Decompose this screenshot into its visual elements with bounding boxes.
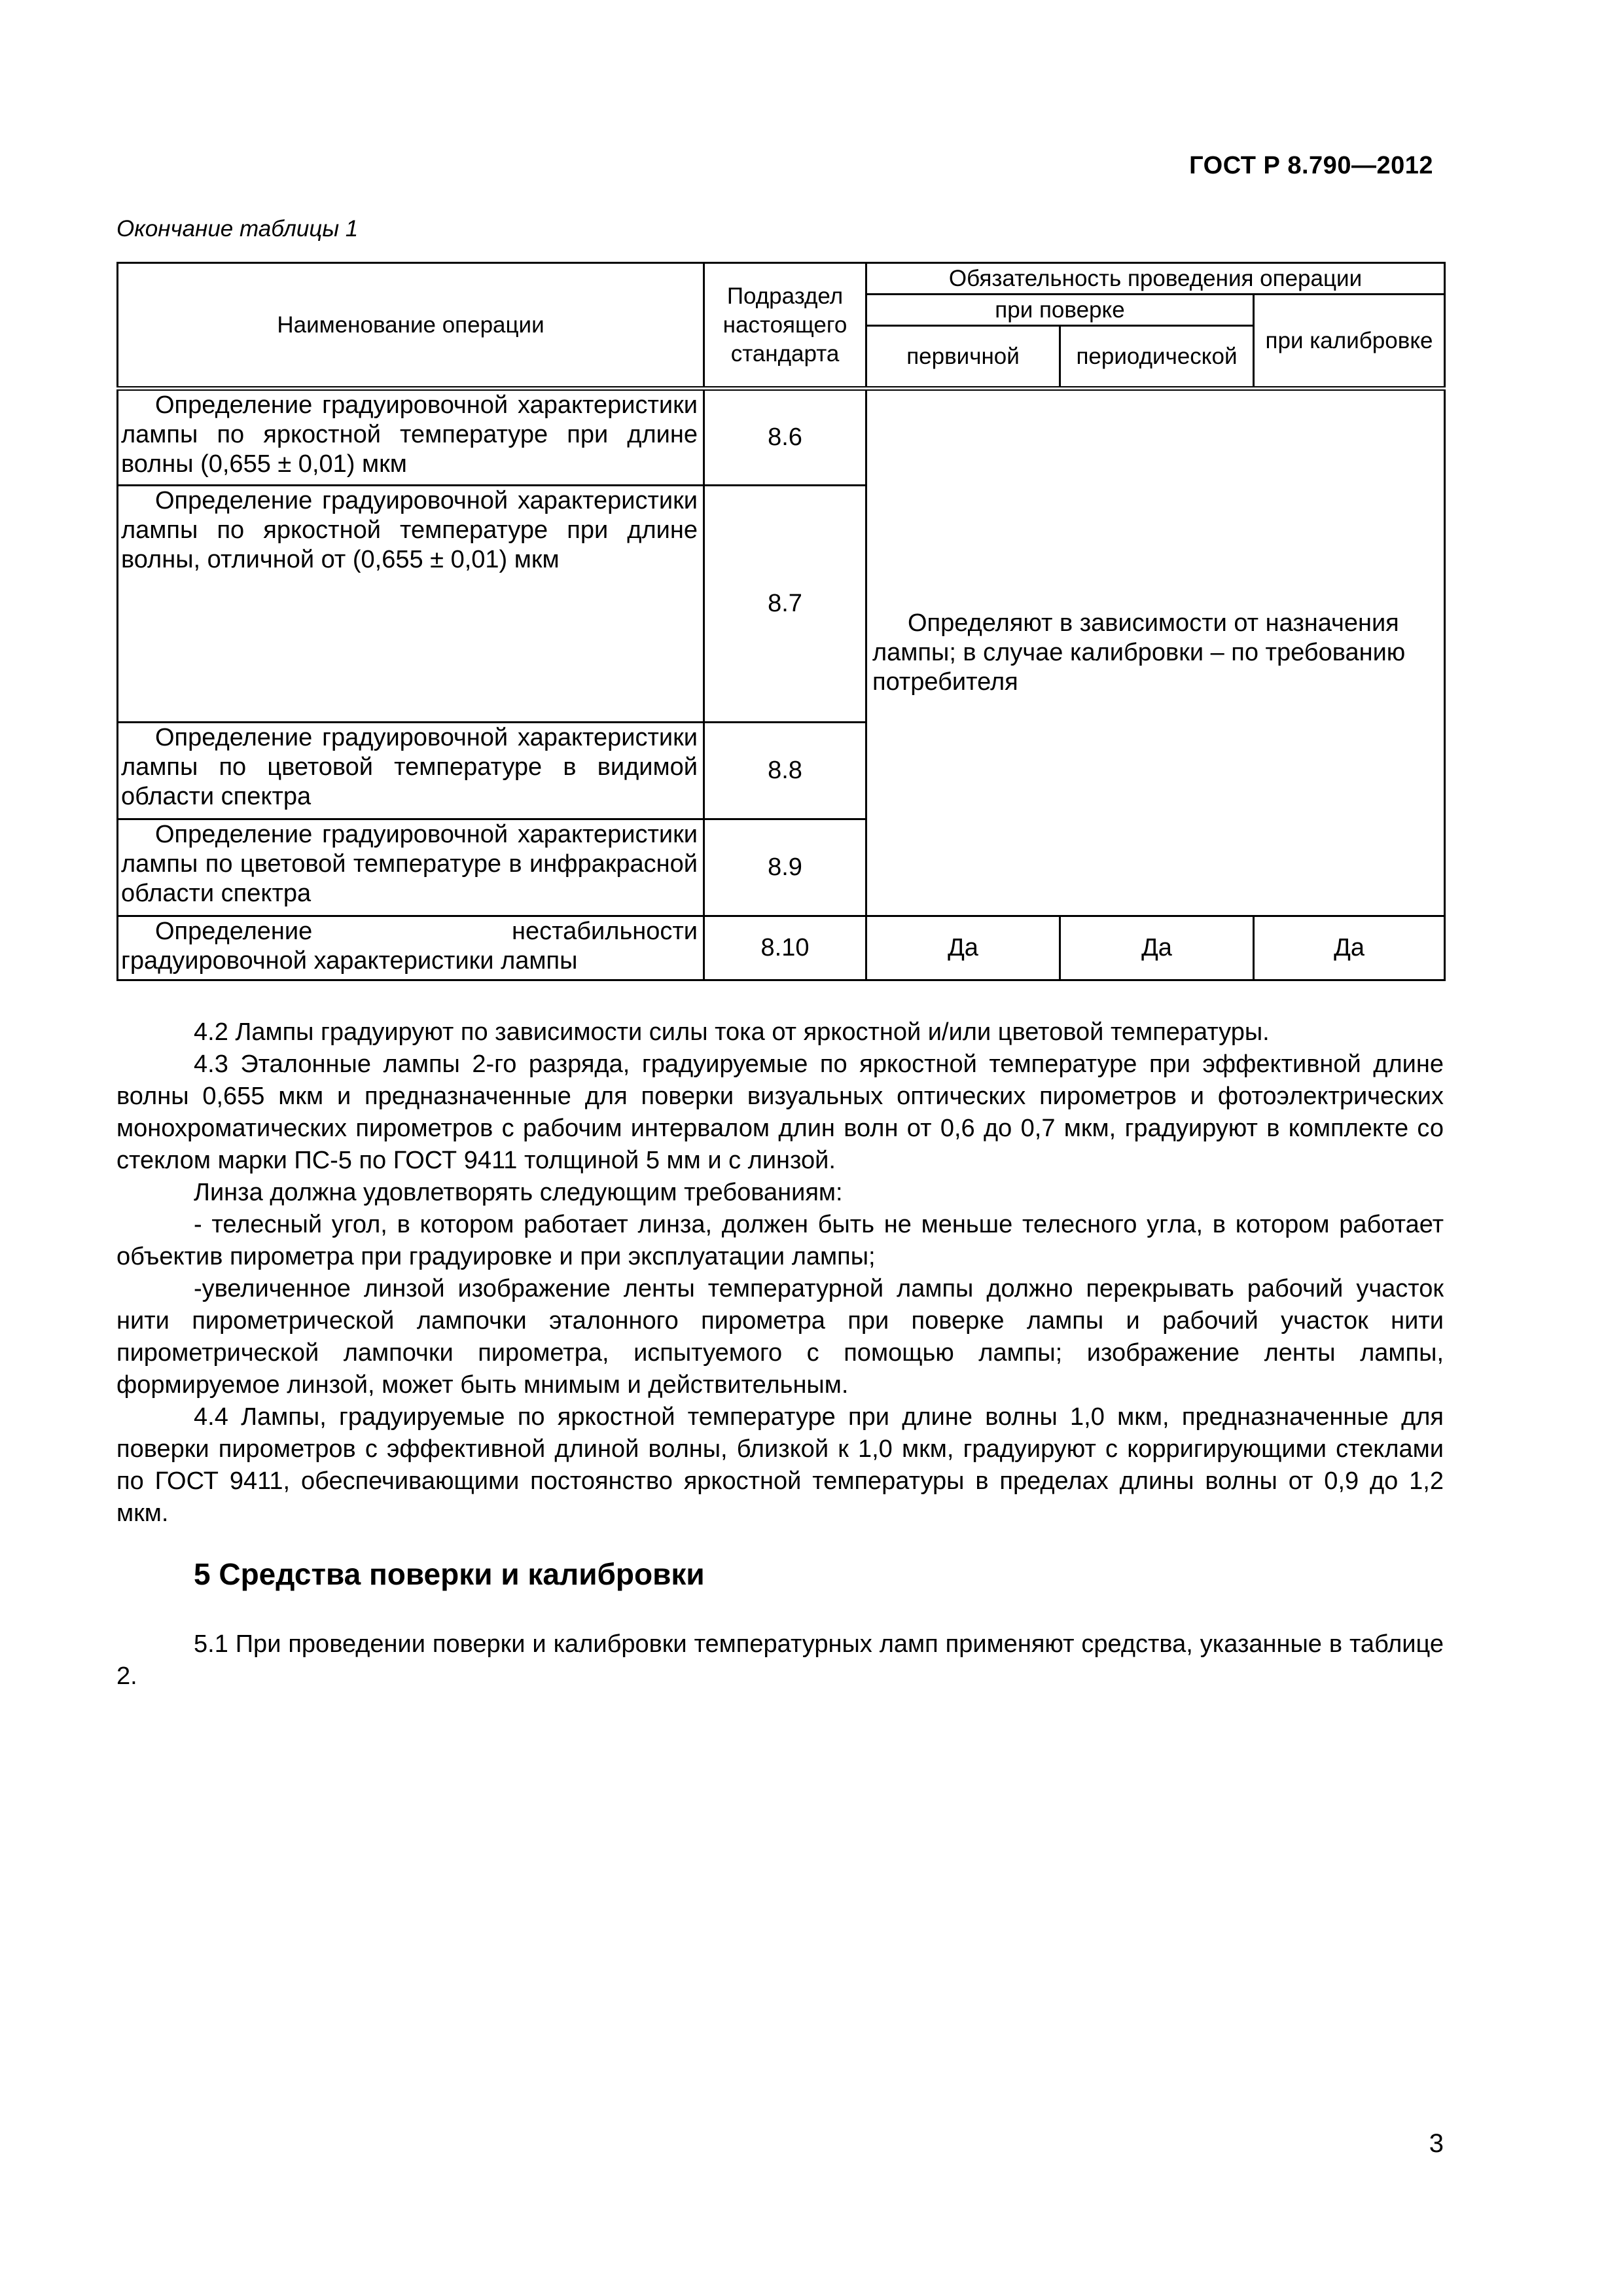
- cell-periodic-yes: Да: [1060, 916, 1254, 980]
- table-row-section: 8.9: [704, 819, 866, 916]
- table-row-section: 8.6: [704, 389, 866, 486]
- table-row-section: 8.7: [704, 486, 866, 723]
- header-subsection: Подраздел настоящего стандарта: [704, 263, 866, 389]
- lens-requirement-2: -увеличенное линзой изображение ленты температурной лампы должно перекрывать рабочий участок нити пирометрической лампочки эталонного пирометра при поверке лампы и рабочий участок нити пирометрической лампочки пирометра, испытуемого с помощью лампы; изображение ленты лампы, формируемое линзой, может быть мнимым и действительным.: [116, 1275, 1444, 1399]
- section-5-title: 5 Средства поверки и калибровки: [194, 1557, 705, 1591]
- table-caption: Окончание таблицы 1: [116, 216, 359, 242]
- paragraph-4-4: 4.4 Лампы, градуируемые по яркостной температуре при длине волны 1,0 мкм, предназначенные для поверки пирометров с эффективной длиной волны, близкой к 1,0 мкм, градуируют с корригирующими стеклами по ГОСТ 9411, обеспечивающими постоянство яркостной температуры в пределах длины волны от 0,9 до 1,2 мкм.: [116, 1403, 1444, 1527]
- table-row-section: 8.10: [704, 916, 866, 980]
- cell-calibration-yes: Да: [1254, 916, 1445, 980]
- table-row-operation: Определение нестабильности градуировочной характеристики лампы: [118, 916, 704, 980]
- header-primary: первичной: [866, 326, 1060, 389]
- header-calibration: при калибровке: [1254, 295, 1445, 389]
- header-periodic: периодической: [1060, 326, 1254, 389]
- paragraph-4-3: 4.3 Эталонные лампы 2-го разряда, градуируемые по яркостной температуре при эффективной длине волны 0,655 мкм и предназначенные для поверки визуальных оптических пирометров и фотоэлектрических монохроматических пирометров с рабочим интервалом длин волн от 0,6 до 0,7 мкм, градуируют в комплекте со стеклом марки ПС-5 по ГОСТ 9411 толщиной 5 мм и с линзой.: [116, 1050, 1444, 1174]
- cell-primary-yes: Да: [866, 916, 1060, 980]
- table-row-operation: Определение градуировочной характеристики лампы по цветовой температуре в видимой области спектра: [118, 723, 704, 819]
- document-id: ГОСТ Р 8.790—2012: [1189, 152, 1433, 179]
- merged-obligation-note: Определяют в зависимости от назначения лампы; в случае калибровки – по требованию потребителя: [866, 389, 1445, 916]
- paragraph-4-2: 4.2 Лампы градуируют по зависимости силы тока от яркостной и/или цветовой температуры.: [194, 1018, 1270, 1046]
- header-obligation: Обязательность проведения операции: [866, 263, 1445, 295]
- header-operation-name: Наименование операции: [118, 263, 704, 389]
- lens-requirement-1: - телесный угол, в котором работает линза, должен быть не меньше телесного угла, в котором работает объектив пирометра при градуировке и при эксплуатации лампы;: [116, 1211, 1444, 1270]
- page-number: 3: [1429, 2129, 1444, 2158]
- table-row-operation: Определение градуировочной характеристики лампы по яркостной температуре при длине волны (0,655 ± 0,01) мкм: [118, 389, 704, 486]
- header-verification: при поверке: [866, 295, 1254, 326]
- lens-requirements-intro: Линза должна удовлетворять следующим требованиям:: [194, 1179, 843, 1206]
- table-row-operation: Определение градуировочной характеристики лампы по яркостной температуре при длине волны, отличной от (0,655 ± 0,01) мкм: [118, 486, 704, 723]
- section-5-body: [116, 1628, 1444, 1693]
- body-text: [116, 1016, 1444, 1530]
- table-row-operation: Определение градуировочной характеристики лампы по цветовой температуре в инфракрасной области спектра: [118, 819, 704, 916]
- operations-table: [116, 262, 1446, 981]
- table-row-section: 8.8: [704, 723, 866, 819]
- paragraph-5-1: 5.1 При проведении поверки и калибровки температурных ламп применяют средства, указанные в таблице 2.: [116, 1630, 1444, 1690]
